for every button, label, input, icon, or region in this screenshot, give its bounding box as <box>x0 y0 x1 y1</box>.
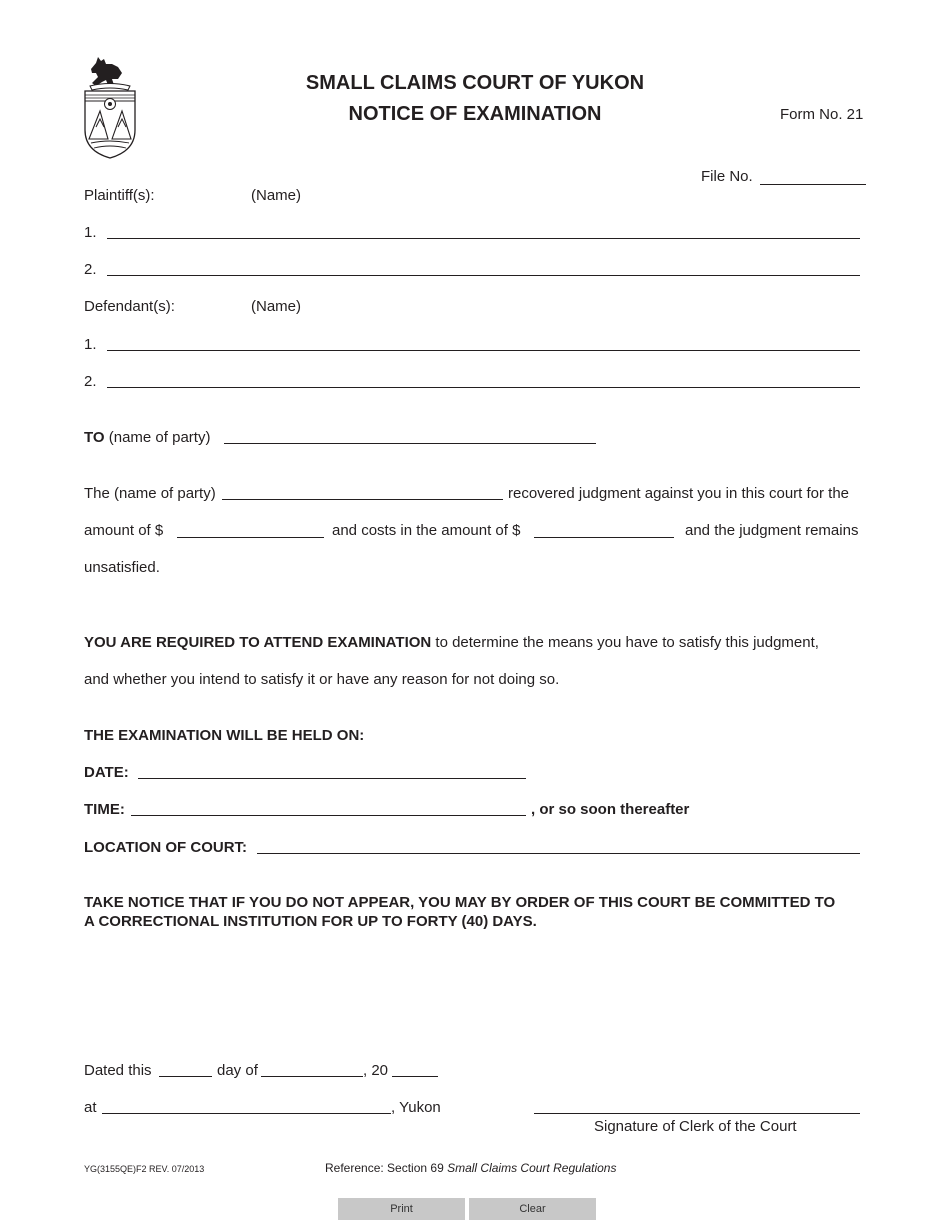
plaintiffs-label: Plaintiff(s): <box>84 187 155 204</box>
signature-field[interactable] <box>534 1093 860 1115</box>
defendant-2-field[interactable] <box>107 367 860 389</box>
day-field[interactable] <box>159 1056 212 1078</box>
plaintiff-2-number: 2. <box>84 261 97 278</box>
defendant-1-number: 1. <box>84 336 97 353</box>
judgment-party-label: The (name of party) <box>84 485 216 502</box>
year-prefix: , 20 <box>363 1062 389 1079</box>
month-field[interactable] <box>261 1056 363 1078</box>
court-name: SMALL CLAIMS COURT OF YUKON <box>305 72 645 94</box>
form-code: YG(3155QE)F2 REV. 07/2013 <box>84 1164 205 1174</box>
year-field[interactable] <box>392 1056 438 1078</box>
defendant-2-number: 2. <box>84 373 97 390</box>
required-attend-text: YOU ARE REQUIRED TO ATTEND EXAMINATION to determine the means you have to satisfy this judgment, <box>84 634 819 651</box>
form-title: NOTICE OF EXAMINATION <box>348 103 602 125</box>
to-party-field[interactable] <box>224 423 596 445</box>
take-notice-line-2: A CORRECTIONAL INSTITUTION FOR UP TO FORTY (40) DAYS. <box>84 913 537 930</box>
defendants-name-label: (Name) <box>251 298 302 315</box>
time-field[interactable] <box>131 795 526 817</box>
to-label: TO (name of party) <box>84 429 211 446</box>
examination-heading: THE EXAMINATION WILL BE HELD ON: <box>84 727 365 744</box>
reference-text: Reference: Section 69 Small Claims Court Regulations <box>325 1161 617 1175</box>
date-field[interactable] <box>138 758 526 780</box>
time-label: TIME: <box>84 801 125 818</box>
costs-field[interactable] <box>534 517 674 539</box>
location-field[interactable] <box>257 833 860 855</box>
at-label: at <box>84 1099 97 1116</box>
at-place-field[interactable] <box>102 1093 391 1115</box>
yukon-label: , Yukon <box>391 1099 441 1116</box>
plaintiff-2-field[interactable] <box>107 255 860 277</box>
yukon-coat-of-arms-logo <box>82 55 138 160</box>
defendants-label: Defendant(s): <box>84 298 175 315</box>
day-of-label: day of <box>217 1062 258 1079</box>
unsatisfied-text: unsatisfied. <box>84 559 160 576</box>
time-suffix: , or so soon thereafter <box>531 801 690 818</box>
recovered-judgment-text: recovered judgment against you in this court for the <box>508 485 850 502</box>
dated-this-label: Dated this <box>84 1062 152 1079</box>
take-notice-line-1: TAKE NOTICE THAT IF YOU DO NOT APPEAR, YOU MAY BY ORDER OF THIS COURT BE COMMITTED TO <box>84 894 836 911</box>
file-no-label: File No. <box>701 168 753 185</box>
amount-label: amount of $ <box>84 522 164 539</box>
plaintiff-1-field[interactable] <box>107 218 860 240</box>
clear-button[interactable]: Clear <box>469 1198 596 1220</box>
remains-text: and the judgment remains <box>685 522 859 539</box>
judgment-party-field[interactable] <box>222 479 503 501</box>
costs-label: and costs in the amount of $ <box>332 522 521 539</box>
signature-label: Signature of Clerk of the Court <box>594 1118 797 1135</box>
amount-field[interactable] <box>177 517 324 539</box>
print-button[interactable]: Print <box>338 1198 465 1220</box>
required-attend-text-2: and whether you intend to satisfy it or have any reason for not doing so. <box>84 671 560 688</box>
date-label: DATE: <box>84 764 129 781</box>
location-label: LOCATION OF COURT: <box>84 839 248 856</box>
plaintiff-1-number: 1. <box>84 224 97 241</box>
form-number: Form No. 21 <box>780 106 864 123</box>
file-no-field[interactable] <box>760 164 866 186</box>
plaintiffs-name-label: (Name) <box>251 187 302 204</box>
defendant-1-field[interactable] <box>107 330 860 352</box>
